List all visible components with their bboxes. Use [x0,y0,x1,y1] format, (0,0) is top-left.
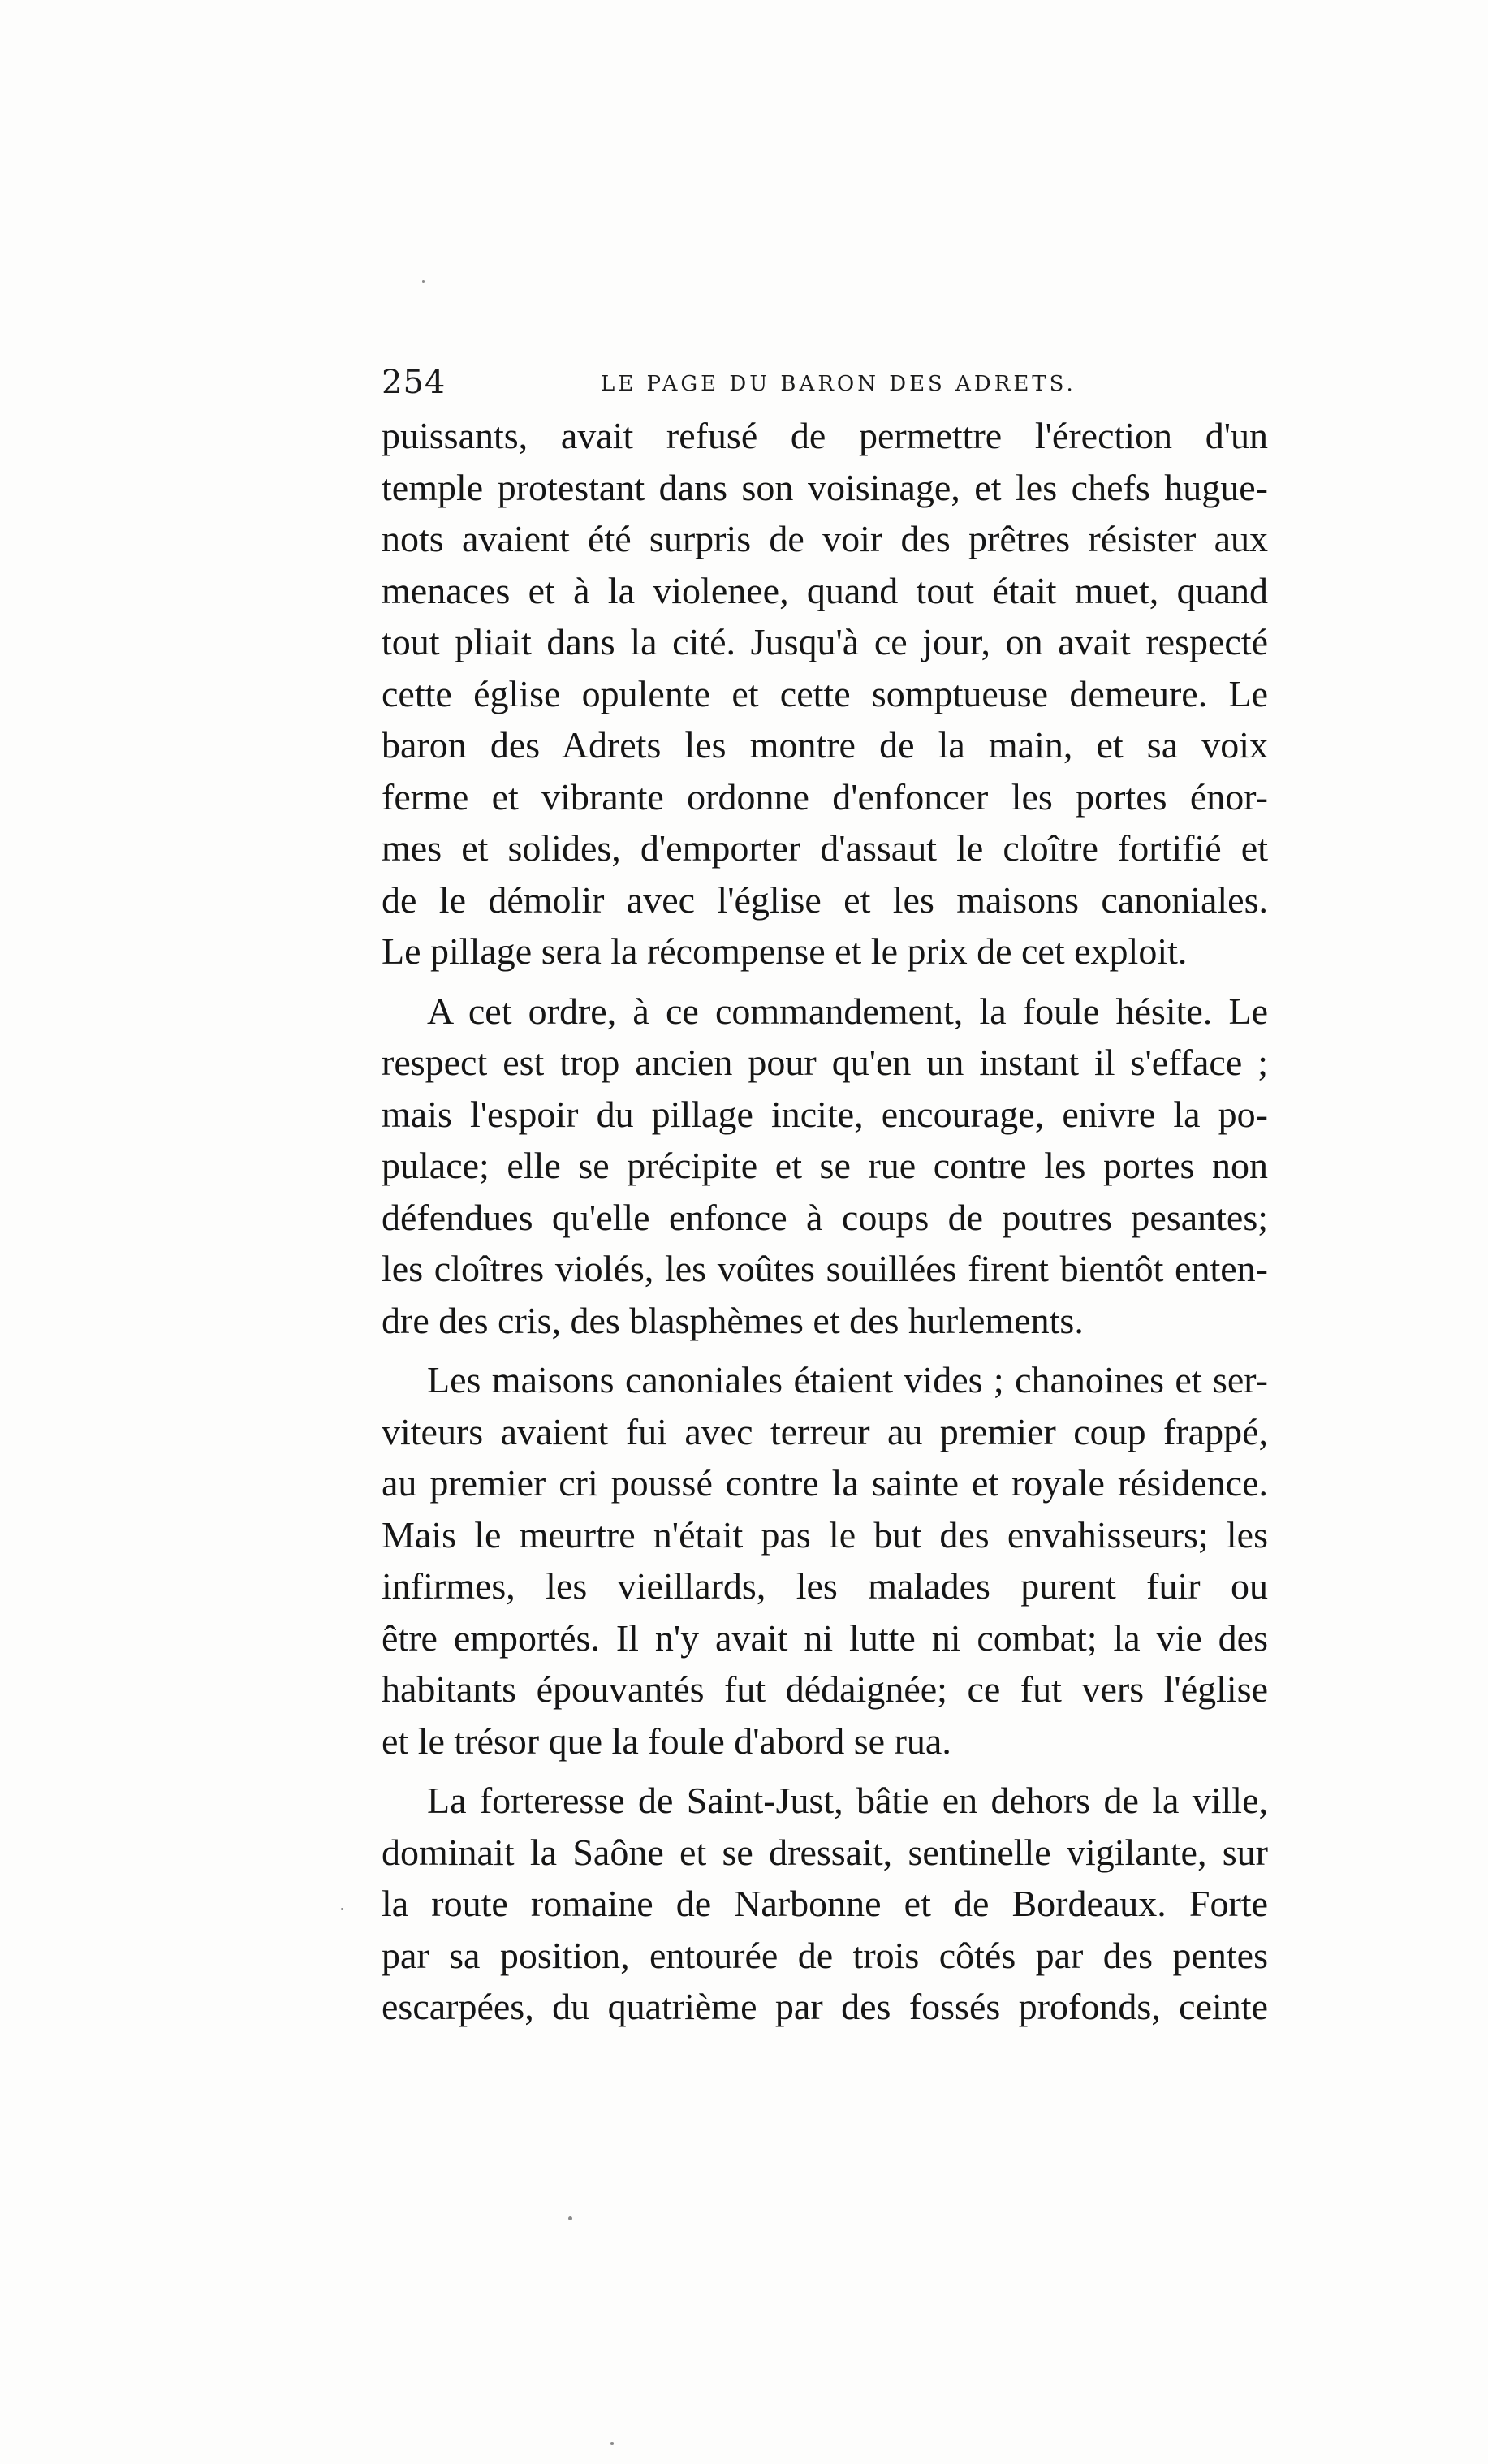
text-line: cette église opulente et cette somptueuse demeure. Le [382,672,1268,714]
text-line: dre des cris, des blasphèmes et des hurlements. [382,1299,1084,1341]
text-line: et le trésor que la foule d'abord se rua. [382,1720,951,1762]
text-line: viteurs avaient fui avec terreur au premier coup frappé, [382,1410,1268,1452]
paragraph-1 [382,410,1268,977]
text-line: Mais le meurtre n'était pas le but des envahisseurs; les [382,1513,1268,1556]
paper-speck [422,280,425,283]
text-line: baron des Adrets les montre de la main, et sa voix [382,724,1268,766]
paper-speck [610,2442,614,2445]
text-line: escarpées, du quatrième par des fossés profonds, ceinte [382,1986,1268,2027]
text-line: de le démolir avec l'église et les maisons canoniales. [382,878,1268,921]
text-line: ferme et vibrante ordonne d'enfoncer les portes énor- [382,775,1268,818]
page-number: 254 [382,364,446,401]
text-line: habitants épouvantés fut dédaignée; ce fut vers l'église [382,1668,1268,1710]
text-line: Les maisons canoniales étaient vides ; chanoines et ser- [427,1359,1268,1400]
text-line: A cet ordre, à ce commandement, la foule hésite. Le [427,990,1268,1032]
running-header [382,364,1275,412]
text-line: mes et solides, d'emporter d'assaut le cloître fortifié et [382,827,1268,869]
text-line: nots avaient été surpris de voir des prêtres résister aux [382,518,1268,559]
text-line: par sa position, entourée de trois côtés par des pentes [382,1934,1268,1976]
text-line: mais l'espoir du pillage incite, encourage, enivre la po- [382,1093,1268,1135]
text-line: la route romaine de Narbonne et de Bordeaux. Forte [382,1883,1268,1924]
paragraph-2 [382,986,1268,1347]
text-line: défendues qu'elle enfonce à coups de poutres pesantes; [382,1196,1268,1238]
text-line: les cloîtres violés, les voûtes souillées firent bientôt enten- [382,1248,1268,1289]
paragraph-3 [382,1354,1268,1767]
text-line: respect est trop ancien pour qu'en un instant il s'efface ; [382,1042,1268,1083]
text-line: infirmes, les vieillards, les malades purent fuir ou [382,1565,1268,1607]
text-line: pulace; elle se précipite et se rue contre les portes non [382,1145,1268,1186]
running-title: LE PAGE DU BARON DES ADRETS. [601,372,1076,396]
paper-speck [341,1908,343,1910]
text-line: dominait la Saône et se dressait, sentinelle vigilante, sur [382,1831,1268,1873]
text-line: temple protestant dans son voisinage, et les chefs hugue- [382,466,1268,508]
text-line: menaces et à la violenee, quand tout était muet, quand [382,569,1268,611]
text-line: être emportés. Il n'y avait ni lutte ni combat; la vie des [382,1616,1268,1659]
text-line: La forteresse de Saint-Just, bâtie en dehors de la ville, [427,1780,1268,1821]
text-line: au premier cri poussé contre la sainte et royale résidence. [382,1462,1268,1504]
text-line: tout pliait dans la cité. Jusqu'à ce jour, on avait respecté [382,621,1268,662]
text-line: Le pillage sera la récompense et le prix de cet exploit. [382,930,1188,972]
text-line: puissants, avait refusé de permettre l'érection d'un [382,415,1268,456]
paper-speck [568,2216,572,2220]
body-text [382,410,1268,2033]
paragraph-4 [382,1775,1268,2033]
